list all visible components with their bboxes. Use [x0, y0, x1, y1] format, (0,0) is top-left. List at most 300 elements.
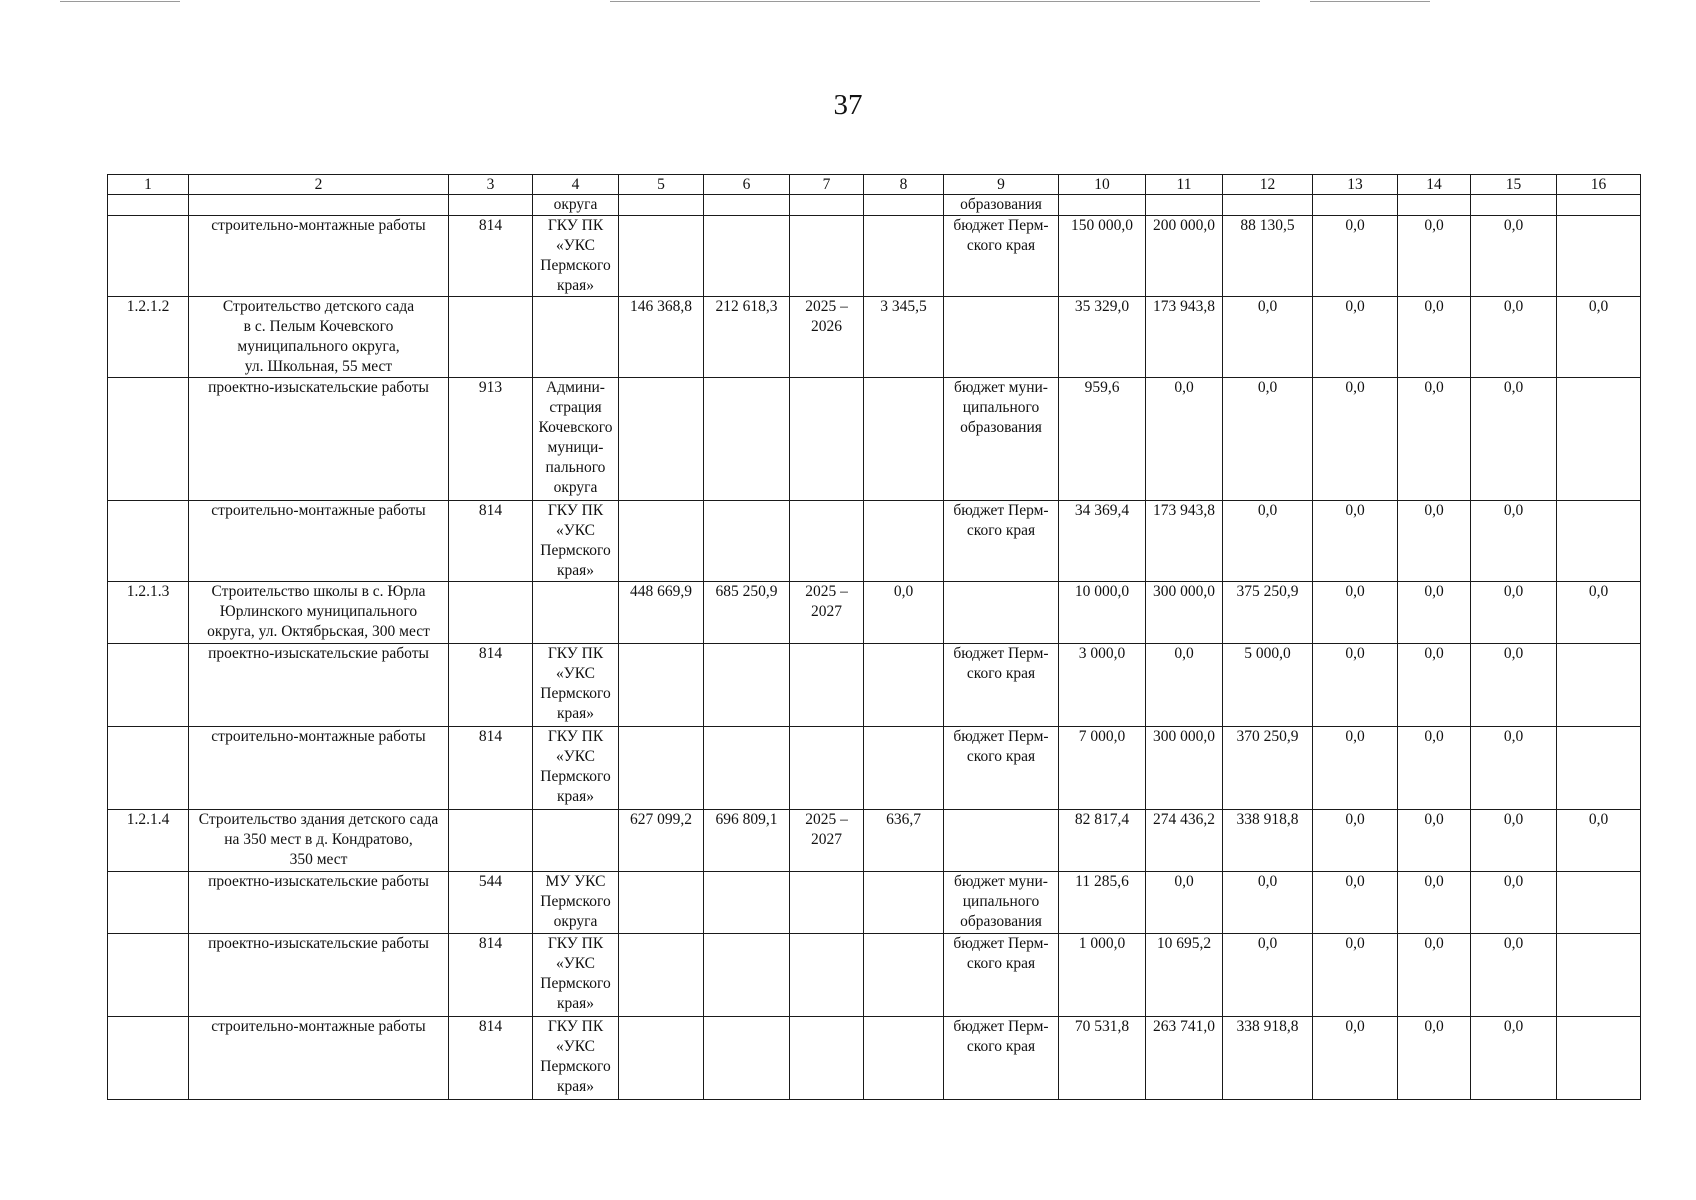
- cell-text: бюджет Перм- ского края: [953, 217, 1049, 254]
- table-cell: [108, 195, 189, 216]
- table-cell: [449, 727, 533, 810]
- table-cell: [449, 501, 533, 582]
- table-cell: [790, 501, 864, 582]
- table-cell: [1398, 378, 1471, 501]
- table-cell: [619, 810, 704, 872]
- table-cell: [619, 872, 704, 934]
- table-cell: [864, 501, 944, 582]
- table-cell: [1398, 216, 1471, 297]
- cell-text: 696 809,1: [715, 811, 778, 828]
- table-row: [108, 501, 1641, 582]
- table-cell: [864, 582, 944, 644]
- table-cell: [1223, 934, 1313, 1017]
- table-cell: [1059, 195, 1146, 216]
- cell-text: 0,0: [1503, 873, 1524, 890]
- table-cell: [1059, 297, 1146, 378]
- cell-text: 5 000,0: [1244, 645, 1291, 662]
- table-cell: [790, 216, 864, 297]
- cell-text: ГКУ ПК «УКС Пермского края»: [540, 502, 611, 579]
- cell-text: 173 943,8: [1153, 298, 1215, 315]
- table-cell: [189, 216, 449, 297]
- table-row: [108, 195, 1641, 216]
- cell-text: 0,0: [1345, 583, 1365, 600]
- table-cell: [1059, 644, 1146, 727]
- table-cell: [533, 582, 619, 644]
- table-cell: [1313, 644, 1398, 727]
- table-cell: [1146, 501, 1223, 582]
- table-cell: [189, 1017, 449, 1100]
- table-cell: [619, 644, 704, 727]
- table-cell: [1313, 727, 1398, 810]
- table-row: [108, 582, 1641, 644]
- table-cell: [704, 644, 790, 727]
- table-cell: [944, 501, 1059, 582]
- scan-artifact-line: [60, 1, 180, 2]
- table-cell: [1059, 1017, 1146, 1100]
- cell-text: 685 250,9: [715, 583, 778, 600]
- scan-artifact-line: [1310, 1, 1430, 2]
- table-cell: [1471, 644, 1557, 727]
- table-cell: [1146, 195, 1223, 216]
- table-row: [108, 216, 1641, 297]
- column-number-row: [108, 175, 1641, 195]
- table-cell: [533, 934, 619, 1017]
- table-cell: [1557, 297, 1641, 378]
- table-cell: [533, 195, 619, 216]
- table-cell: [1557, 872, 1641, 934]
- table-cell: [189, 727, 449, 810]
- table-cell: [108, 727, 189, 810]
- table-cell: [619, 934, 704, 1017]
- cell-text: 0,0: [1424, 645, 1444, 662]
- table-cell: [1557, 378, 1641, 501]
- column-number-cell: 2: [189, 175, 449, 195]
- table-row: [108, 810, 1641, 872]
- cell-text: 0,0: [1345, 217, 1365, 234]
- cell-text: 913: [478, 379, 503, 396]
- table-cell: [704, 727, 790, 810]
- table-cell: [790, 934, 864, 1017]
- cell-text: 0,0: [1503, 645, 1524, 662]
- table-cell: [1398, 727, 1471, 810]
- table-cell: [790, 727, 864, 810]
- scan-artifact-line: [610, 1, 1260, 2]
- table-cell: [944, 378, 1059, 501]
- cell-text: 0,0: [1424, 298, 1444, 315]
- table-cell: [790, 644, 864, 727]
- table-cell: [1313, 1017, 1398, 1100]
- table-cell: [108, 934, 189, 1017]
- cell-text: 0,0: [1424, 935, 1444, 952]
- table-cell: [1557, 216, 1641, 297]
- cell-text: бюджет Перм- ского края: [953, 935, 1049, 972]
- table-cell: [1313, 934, 1398, 1017]
- table-cell: [1146, 378, 1223, 501]
- table-cell: [790, 297, 864, 378]
- table-cell: [189, 501, 449, 582]
- cell-text: 338 918,8: [1236, 1018, 1299, 1035]
- cell-text: 0,0: [1257, 298, 1278, 315]
- table-cell: [864, 378, 944, 501]
- table-cell: [1059, 378, 1146, 501]
- table-cell: [864, 810, 944, 872]
- table-cell: [1146, 810, 1223, 872]
- cell-text: 636,7: [886, 811, 921, 828]
- table-cell: [1059, 727, 1146, 810]
- cell-text: 0,0: [1424, 583, 1444, 600]
- cell-text: бюджет муни- ципального образования: [954, 379, 1048, 436]
- table-cell: [1557, 810, 1641, 872]
- table-cell: [108, 810, 189, 872]
- table-cell: [1313, 216, 1398, 297]
- cell-text: 212 618,3: [715, 298, 778, 315]
- cell-text: 0,0: [1424, 873, 1444, 890]
- table-cell: [1223, 582, 1313, 644]
- table-cell: [790, 872, 864, 934]
- cell-text: 10 695,2: [1156, 935, 1212, 952]
- cell-text: МУ УКС Пермского округа: [540, 873, 611, 930]
- table-cell: [533, 378, 619, 501]
- table-cell: [108, 872, 189, 934]
- table-cell: [1398, 501, 1471, 582]
- cell-text: 70 531,8: [1074, 1018, 1130, 1035]
- table-cell: [1557, 727, 1641, 810]
- cell-text: 814: [478, 1018, 503, 1035]
- table-cell: [1557, 195, 1641, 216]
- cell-text: 370 250,9: [1236, 728, 1299, 745]
- table-cell: [790, 582, 864, 644]
- cell-text: 146 368,8: [630, 298, 692, 315]
- table-cell: [533, 810, 619, 872]
- table-cell: [449, 644, 533, 727]
- table-cell: [108, 501, 189, 582]
- table-cell: [1471, 810, 1557, 872]
- table-cell: [189, 582, 449, 644]
- table-cell: [944, 872, 1059, 934]
- table-cell: [108, 297, 189, 378]
- table-cell: [1146, 644, 1223, 727]
- table-cell: [533, 1017, 619, 1100]
- cell-text: 0,0: [1588, 811, 1609, 828]
- table-cell: [704, 501, 790, 582]
- cell-text: 814: [478, 645, 503, 662]
- cell-text: 2025 – 2027: [805, 811, 848, 848]
- table-cell: [449, 195, 533, 216]
- cell-text: 0,0: [1345, 811, 1365, 828]
- table-row: [108, 378, 1641, 501]
- column-number-cell: 3: [449, 175, 533, 195]
- table-cell: [1059, 216, 1146, 297]
- table-cell: [108, 216, 189, 297]
- table-cell: [1557, 934, 1641, 1017]
- cell-text: 0,0: [893, 583, 914, 600]
- table-cell: [704, 216, 790, 297]
- table-cell: [1059, 934, 1146, 1017]
- cell-text: 3 000,0: [1078, 645, 1126, 662]
- cell-text: 7 000,0: [1078, 728, 1126, 745]
- cell-text: 35 329,0: [1074, 298, 1130, 315]
- table-cell: [944, 216, 1059, 297]
- cell-text: 959,6: [1084, 379, 1120, 396]
- table-cell: [944, 810, 1059, 872]
- cell-text: 0,0: [1345, 873, 1365, 890]
- cell-text: 0,0: [1503, 217, 1524, 234]
- table-row: [108, 934, 1641, 1017]
- table-cell: [1313, 297, 1398, 378]
- table-cell: [1146, 297, 1223, 378]
- table-cell: [449, 934, 533, 1017]
- cell-text: Админи- страция Кочевского муници- пального округа: [538, 379, 613, 496]
- table-row: [108, 297, 1641, 378]
- cell-text: 173 943,8: [1153, 502, 1215, 519]
- table-cell: [1471, 501, 1557, 582]
- cell-text: 0,0: [1424, 811, 1444, 828]
- table-cell: [1398, 1017, 1471, 1100]
- column-number-cell: 10: [1059, 175, 1146, 195]
- cell-text: бюджет муни- ципального образования: [954, 873, 1048, 930]
- table-cell: [864, 872, 944, 934]
- table-cell: [1223, 727, 1313, 810]
- cell-text: 544: [478, 873, 503, 890]
- table-cell: [944, 297, 1059, 378]
- column-number-cell: 7: [790, 175, 864, 195]
- cell-text: проектно-изыскательские работы: [208, 935, 429, 952]
- cell-text: 338 918,8: [1236, 811, 1299, 828]
- cell-text: 1 000,0: [1078, 935, 1126, 952]
- cell-text: ГКУ ПК «УКС Пермского края»: [540, 935, 611, 1012]
- cell-text: ГКУ ПК «УКС Пермского края»: [540, 1018, 611, 1095]
- table-cell: [449, 216, 533, 297]
- cell-text: 0,0: [1588, 298, 1609, 315]
- column-number-cell: 11: [1146, 175, 1223, 195]
- table-cell: [533, 216, 619, 297]
- column-number-cell: 16: [1557, 175, 1641, 195]
- cell-text: 448 669,9: [630, 583, 692, 600]
- cell-text: 0,0: [1503, 502, 1524, 519]
- table-cell: [864, 727, 944, 810]
- table-cell: [619, 195, 704, 216]
- table-cell: [944, 195, 1059, 216]
- column-number-cell: 9: [944, 175, 1059, 195]
- table-cell: [704, 872, 790, 934]
- page-number: 37: [833, 89, 863, 121]
- cell-text: 814: [478, 502, 503, 519]
- cell-text: 0,0: [1424, 728, 1444, 745]
- cell-text: 814: [478, 217, 503, 234]
- cell-text: 0,0: [1257, 935, 1278, 952]
- table-cell: [1471, 872, 1557, 934]
- column-number-cell: 15: [1471, 175, 1557, 195]
- table-cell: [1146, 934, 1223, 1017]
- table-cell: [449, 297, 533, 378]
- table-cell: [1557, 644, 1641, 727]
- table-cell: [189, 378, 449, 501]
- table-cell: [449, 378, 533, 501]
- table-cell: [1223, 216, 1313, 297]
- cell-text: 0,0: [1345, 502, 1365, 519]
- table-cell: [864, 297, 944, 378]
- table-cell: [704, 1017, 790, 1100]
- cell-text: 1.2.1.3: [126, 583, 170, 600]
- table-cell: [1398, 644, 1471, 727]
- cell-text: 300 000,0: [1153, 728, 1215, 745]
- cell-text: проектно-изыскательские работы: [208, 379, 429, 396]
- column-number-cell: 12: [1223, 175, 1313, 195]
- cell-text: 274 436,2: [1153, 811, 1215, 828]
- table-cell: [1146, 582, 1223, 644]
- table-cell: [944, 727, 1059, 810]
- cell-text: строительно-монтажные работы: [211, 217, 426, 234]
- cell-text: 0,0: [1345, 298, 1365, 315]
- table-cell: [449, 872, 533, 934]
- column-number-cell: 1: [108, 175, 189, 195]
- table-cell: [1471, 727, 1557, 810]
- table-cell: [864, 644, 944, 727]
- table-cell: [704, 195, 790, 216]
- cell-text: 0,0: [1257, 502, 1278, 519]
- table-cell: [1557, 501, 1641, 582]
- table-cell: [1146, 1017, 1223, 1100]
- table-cell: [1223, 644, 1313, 727]
- table-cell: [1398, 195, 1471, 216]
- cell-text: 82 817,4: [1074, 811, 1130, 828]
- cell-text: 0,0: [1503, 583, 1524, 600]
- cell-text: 34 369,4: [1074, 502, 1130, 519]
- table-cell: [944, 582, 1059, 644]
- cell-text: ГКУ ПК «УКС Пермского края»: [540, 645, 611, 722]
- table-cell: [619, 216, 704, 297]
- table-row: [108, 727, 1641, 810]
- table-cell: [1471, 297, 1557, 378]
- table-cell: [449, 582, 533, 644]
- table-cell: [1398, 872, 1471, 934]
- table-cell: [1059, 872, 1146, 934]
- cell-text: 0,0: [1174, 645, 1194, 662]
- cell-text: бюджет Перм- ского края: [953, 1018, 1049, 1055]
- cell-text: 0,0: [1503, 935, 1524, 952]
- table-cell: [1471, 1017, 1557, 1100]
- cell-text: 0,0: [1345, 728, 1365, 745]
- cell-text: 0,0: [1588, 583, 1609, 600]
- cell-text: округа: [553, 196, 598, 213]
- table-cell: [1313, 872, 1398, 934]
- table-cell: [864, 1017, 944, 1100]
- column-number-cell: 4: [533, 175, 619, 195]
- table-row: [108, 872, 1641, 934]
- budget-table: [107, 174, 1641, 1100]
- cell-text: 814: [478, 935, 503, 952]
- table-cell: [1398, 810, 1471, 872]
- column-number-cell: 14: [1398, 175, 1471, 195]
- table-cell: [944, 644, 1059, 727]
- table-cell: [704, 810, 790, 872]
- table-row: [108, 644, 1641, 727]
- table-cell: [1059, 501, 1146, 582]
- cell-text: 0,0: [1345, 935, 1365, 952]
- table-cell: [1557, 582, 1641, 644]
- cell-text: 2025 – 2026: [805, 298, 848, 335]
- cell-text: 0,0: [1174, 379, 1194, 396]
- table-cell: [533, 727, 619, 810]
- cell-text: 300 000,0: [1153, 583, 1215, 600]
- cell-text: 0,0: [1174, 873, 1194, 890]
- cell-text: ГКУ ПК «УКС Пермского края»: [540, 217, 611, 294]
- table-cell: [189, 297, 449, 378]
- cell-text: 0,0: [1345, 379, 1365, 396]
- cell-text: 0,0: [1424, 217, 1444, 234]
- cell-text: 0,0: [1424, 1018, 1444, 1035]
- table-cell: [619, 501, 704, 582]
- table-cell: [108, 378, 189, 501]
- cell-text: 0,0: [1345, 645, 1365, 662]
- table-cell: [108, 1017, 189, 1100]
- cell-text: 814: [478, 728, 503, 745]
- table-cell: [1313, 810, 1398, 872]
- table-cell: [449, 1017, 533, 1100]
- cell-text: бюджет Перм- ского края: [953, 645, 1049, 682]
- table-cell: [189, 644, 449, 727]
- cell-text: 10 000,0: [1074, 583, 1130, 600]
- table-cell: [619, 727, 704, 810]
- cell-text: проектно-изыскательские работы: [208, 873, 429, 890]
- table-cell: [449, 810, 533, 872]
- table-cell: [1471, 378, 1557, 501]
- column-number-cell: 6: [704, 175, 790, 195]
- cell-text: 11 285,6: [1075, 873, 1129, 890]
- cell-text: 0,0: [1345, 1018, 1365, 1035]
- cell-text: бюджет Перм- ского края: [953, 502, 1049, 539]
- table-cell: [533, 501, 619, 582]
- table-cell: [1223, 378, 1313, 501]
- table-cell: [533, 644, 619, 727]
- table-cell: [1398, 934, 1471, 1017]
- table-cell: [619, 582, 704, 644]
- table-cell: [790, 810, 864, 872]
- cell-text: 0,0: [1503, 379, 1524, 396]
- table-cell: [1146, 727, 1223, 810]
- cell-text: 0,0: [1424, 502, 1444, 519]
- cell-text: строительно-монтажные работы: [211, 502, 426, 519]
- table-cell: [189, 934, 449, 1017]
- cell-text: Строительство детского сада в с. Пелым Кочевского муниципального округа, ул. Школьная, 55 мест: [222, 298, 415, 375]
- table-cell: [790, 378, 864, 501]
- cell-text: Строительство школы в с. Юрла Юрлинского муниципального округа, ул. Октябрьская, 300 мест: [207, 583, 430, 640]
- table-cell: [1471, 934, 1557, 1017]
- cell-text: 0,0: [1257, 379, 1278, 396]
- table-cell: [1223, 872, 1313, 934]
- table-cell: [1059, 810, 1146, 872]
- column-number-cell: 13: [1313, 175, 1398, 195]
- table-cell: [704, 378, 790, 501]
- table-row: [108, 1017, 1641, 1100]
- cell-text: 0,0: [1503, 728, 1524, 745]
- cell-text: 375 250,9: [1236, 583, 1299, 600]
- cell-text: 150 000,0: [1071, 217, 1133, 234]
- table-cell: [1313, 582, 1398, 644]
- table-cell: [1313, 195, 1398, 216]
- table-cell: [1223, 195, 1313, 216]
- table-cell: [704, 297, 790, 378]
- table-cell: [1471, 582, 1557, 644]
- table-cell: [1557, 1017, 1641, 1100]
- table-cell: [790, 195, 864, 216]
- table-cell: [189, 872, 449, 934]
- cell-text: 0,0: [1503, 811, 1524, 828]
- cell-text: ГКУ ПК «УКС Пермского края»: [540, 728, 611, 805]
- cell-text: образования: [960, 196, 1042, 213]
- cell-text: 627 099,2: [630, 811, 692, 828]
- table-cell: [533, 297, 619, 378]
